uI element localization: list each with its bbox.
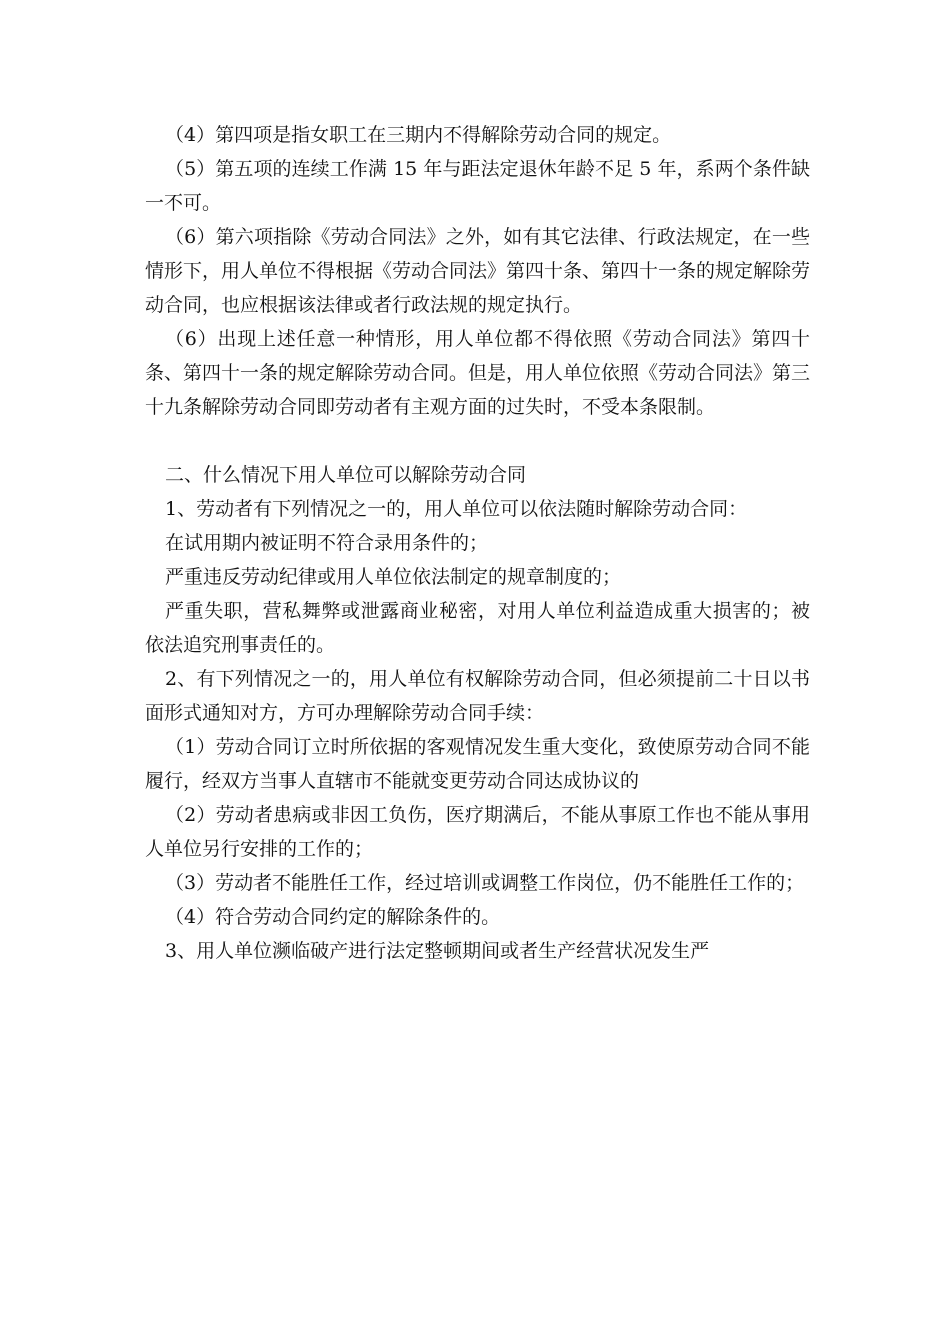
clause-2: 2、有下列情况之一的，用人单位有权解除劳动合同，但必须提前二十日以书面形式通知对方，方可办理解除劳动合同手续： (145, 668, 810, 724)
clause-1-case-a: 在试用期内被证明不符合录用条件的； (165, 532, 489, 554)
clause-1-case-c: 严重失职，营私舞弊或泄露商业秘密，对用人单位利益造成重大损害的；被依法追究刑事责任的。 (145, 600, 810, 656)
clause-2-item-2: （2）劳动者患病或非因工负伤，医疗期满后，不能从事原工作也不能从事用人单位另行安排的工作的； (145, 804, 810, 860)
clause-1: 1、劳动者有下列情况之一的，用人单位可以依法随时解除劳动合同： (165, 498, 748, 520)
paragraph-item-4: （4）第四项是指女职工在三期内不得解除劳动合同的规定。 (165, 124, 672, 146)
section-heading: 二、什么情况下用人单位可以解除劳动合同 (165, 464, 527, 486)
paragraph-item-5: （5）第五项的连续工作满 15 年与距法定退休年龄不足 5 年，系两个条件缺一不可。 (145, 158, 810, 214)
clause-1-case-b: 严重违反劳动纪律或用人单位依法制定的规章制度的； (165, 566, 622, 588)
paragraph-item-6: （6）第六项指除《劳动合同法》之外，如有其它法律、行政法规定，在一些情形下，用人单位不得根据《劳动合同法》第四十条、第四十一条的规定解除劳动合同，也应根据该法律或者行政法规的规定执行。 (145, 226, 811, 316)
clause-2-item-4: （4）符合劳动合同约定的解除条件的。 (165, 906, 501, 928)
paragraph-item-6-summary: （6）出现上述任意一种情形，用人单位都不得依照《劳动合同法》第四十条、第四十一条的规定解除劳动合同。但是，用人单位依照《劳动合同法》第三十九条解除劳动合同即劳动者有主观方面的过失时，不受本条限制。 (145, 328, 811, 418)
clause-3: 3、用人单位濒临破产进行法定整顿期间或者生产经营状况发生严 (165, 940, 710, 962)
section-gap (145, 424, 810, 458)
clause-2-item-1: （1）劳动合同订立时所依据的客观情况发生重大变化，致使原劳动合同不能履行，经双方当事人直辖市不能就变更劳动合同达成协议的 (145, 736, 810, 792)
document-body (145, 118, 810, 968)
clause-2-item-3: （3）劳动者不能胜任工作，经过培训或调整工作岗位，仍不能胜任工作的； (165, 872, 805, 894)
